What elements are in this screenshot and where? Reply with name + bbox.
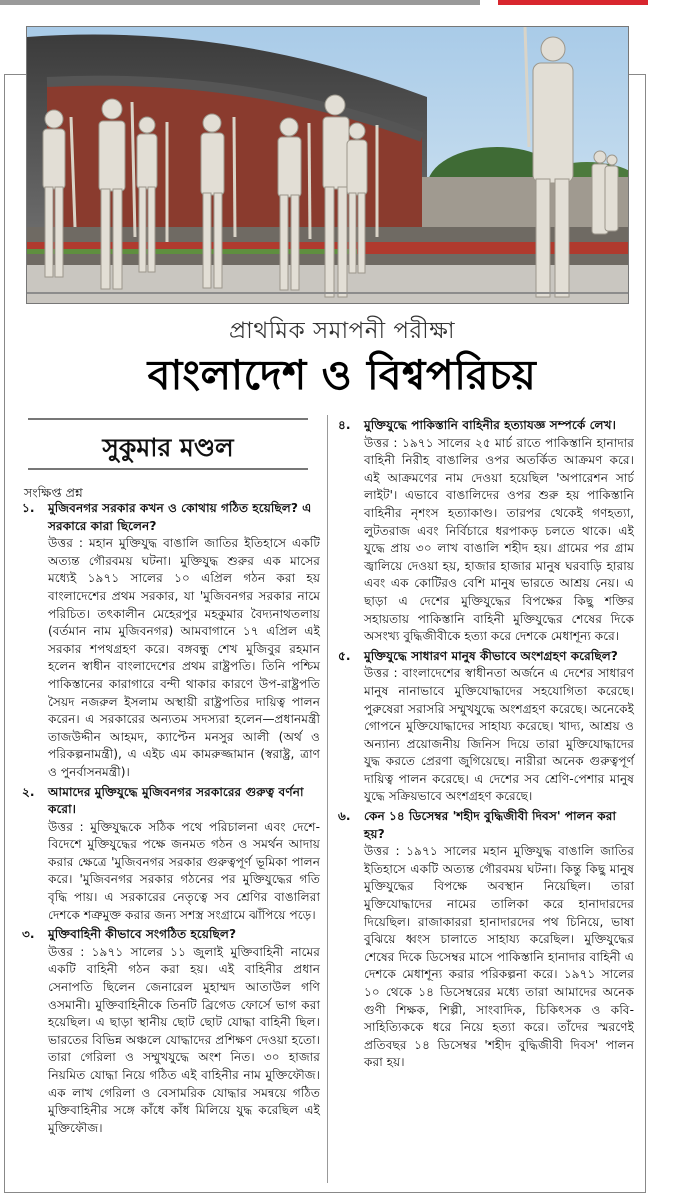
section-label: সংক্ষিপ্ত প্রশ্ন (24, 485, 83, 500)
question-text: মুক্তিযুদ্ধে সাধারণ মানুষ কীভাবে অংশগ্রহণ করেছিল? (364, 648, 618, 663)
answer-text: উত্তর : ১৯৭১ সালের ২৫ মার্চ রাতে পাকিস্তানি হানাদার বাহিনী নিরীহ বাঙালির ওপর অতর্কিত আক্রমণ করে। এই আক্রমণের নাম দেওয়া হয়েছিল 'অপারেশন সার্চ লাইট'। এভাবে বাঙালিদের ওপর শুরু হয় পাকিস্তানি বাহিনীর নৃশংস হত্যাকাণ্ড। তারপর থেকেই গণহত্যা, লুটতরাজ এবং নির্বিচারে ধরপাকড় চলতে থাকে। এই যুদ্ধে প্রায় ৩০ লাখ বাঙালি শহীদ হয়। গ্রামের পর গ্রাম জ্বালিয়ে দেওয়া হয়, হাজার হাজার মানুষ ঘরবাড়ি হারায় এবং এক কোটিরও বেশি মানুষ ভারতে আশ্রয় নেয়। এ ছাড়া এ দেশের মুক্তিযুদ্ধের বিপক্ষের কিছু শক্তির সহায়তায় পাকিস্তানি বাহিনী মুক্তিযুদ্ধের শেষের দিকে অসংখ্য বুদ্ধিজীবীকে হত্যা করে দেশকে মেধাশূন্য করে। (364, 435, 634, 644)
answer-text: উত্তর : ১৯৭১ সালের মহান মুক্তিযুদ্ধ বাঙালি জাতির ইতিহাসে একটি অত্যন্ত গৌরবময় ঘটনা। কিন্তু কিছু মানুষ মুক্তিযুদ্ধের বিপক্ষে অবস্থান নিয়েছিল। তারা মুক্তিযোদ্ধাদের নামের তালিকা করে হানাদারদের দিয়েছিল। রাজাকাররা হানাদারদের পথ চিনিয়ে, ভাষা বুঝিয়ে ধ্বংস চালাতে সাহায্য করেছিল। মুক্তিযুদ্ধের শেষের দিকে ডিসেম্বর মাসে পাকিস্তানি হানাদার বাহিনী এ দেশকে মেধাশূন্য করার পরিকল্পনা করে। ১৯৭১ সালের ১০ থেকে ১৪ ডিসেম্বরের মধ্যে তারা আমাদের অনেক গুণী শিক্ষক, শিল্পী, সাংবাদিক, চিকিৎসক ও কবি-সাহিত্যিককে ধরে নিয়ে হত্যা করে। তাঁদের স্মরণেই প্রতিবছর ১৪ ডিসেম্বর 'শহীদ বুদ্ধিজীবী দিবস' পালন করা হয়। (364, 844, 634, 1070)
subject-title: বাংলাদেশ ও বিশ্বপরিচয় (147, 351, 537, 399)
qa-item (22, 500, 320, 782)
question-number: ৬. (338, 809, 351, 824)
left-column (22, 500, 320, 1139)
question (22, 784, 320, 819)
author-rule-bottom (28, 468, 308, 470)
question-number: ৩. (22, 927, 35, 942)
question (22, 926, 320, 944)
author-name: সুকুমার মণ্ডল (102, 433, 234, 462)
qa-item (338, 417, 634, 646)
qa-item (338, 808, 634, 1072)
author-rule-top (28, 418, 308, 420)
answer-text: উত্তর : মহান মুক্তিযুদ্ধ বাঙালি জাতির ইতিহাসে একটি অত্যন্ত গৌরবময় ঘটনা। মুক্তিযুদ্ধ শুরুর এক মাসের মধ্যেই ১৯৭১ সালের ১০ এপ্রিল গঠন করা হয় বাংলাদেশের প্রথম সরকার, যা 'মুজিবনগর সরকার নামে পরিচিত। তৎকালীন মেহেরপুর মহকুমার বৈদ্যনাথতলায় (বর্তমান নাম মুজিবনগর) আমবাগানে ১৭ এপ্রিল এই সরকার শপথগ্রহণ করে। বঙ্গবন্ধু শেখ মুজিবুর রহমান হলেন স্বাধীন বাংলাদেশের প্রথম রাষ্ট্রপতি। তিনি পশ্চিম পাকিস্তানের কারাগারে বন্দী থাকার কারণে উপ-রাষ্ট্রপতি সৈয়দ নজরুল ইসলাম অস্থায়ী রাষ্ট্রপতির দায়িত্ব পালন করেন। এ সরকারের অন্যতম সদস্যরা হলেন—প্রধানমন্ত্রী তাজউদ্দীন আহমদ, ক্যাপ্টেন মনসুর আলী (অর্থ ও পরিকল্পনামন্ত্রী), এ এইচ এম কামরুজ্জামান (স্বরাষ্ট্র, ত্রাণ ও পুনর্বাসনমন্ত্রী)। (48, 536, 320, 779)
question (22, 500, 320, 535)
question-number: ৫. (338, 648, 351, 663)
question-text: আমাদের মুক্তিযুদ্ধে মুজিবনগর সরকারের গুরুত্ব বর্ণনা করো। (48, 784, 304, 817)
header-rule-grey (0, 0, 480, 5)
question-text: কেন ১৪ ডিসেম্বর 'শহীদ বুদ্ধিজীবী দিবস' পালন করা হয়? (364, 809, 617, 841)
question-number: ৪. (338, 418, 351, 432)
header-rule-red (498, 0, 648, 5)
memorial-photo (26, 26, 629, 304)
exam-subtitle: প্রাথমিক সমাপনী পরীক্ষা (229, 318, 455, 344)
answer-text: উত্তর : ১৯৭১ সালের ১১ জুলাই মুক্তিবাহিনী নামের একটি বাহিনী গঠন করা হয়। এই বাহিনীর প্রধান সেনাপতি ছিলেন জেনারেল মুহাম্মদ আতাউল গণি ওসমানী। মুক্তিবাহিনীকে তিনটি ব্রিগেড ফোর্সে ভাগ করা হয়েছিল। এ ছাড়া স্থানীয় ছোট ছোট যোদ্ধা বাহিনী ছিল। ভারতের বিভিন্ন অঞ্চলে যোদ্ধাদের প্রশিক্ষণ দেওয়া হতো। তারা গেরিলা ও সম্মুখযুদ্ধে অংশ নিত। ৩০ হাজার নিয়মিত যোদ্ধা নিয়ে গঠিত এই বাহিনীর নাম মুক্তিফৌজ। এক লাখ গেরিলা ও বেসামরিক যোদ্ধার সমন্বয়ে গঠিত মুক্তিবাহিনীর সঙ্গে কাঁধে কাঁধ মিলিয়ে যুদ্ধ করেছিল এই মুক্তিফৌজ। (48, 944, 320, 1135)
question-number: ২. (22, 784, 35, 799)
right-column (338, 417, 634, 1074)
question (338, 808, 634, 843)
answer-text: উত্তর : মুক্তিযুদ্ধকে সঠিক পথে পরিচালনা এবং দেশে-বিদেশে মুক্তিযুদ্ধের পক্ষে জনমত গঠন ও সমর্থন আদায় করার ক্ষেত্রে 'মুজিবনগর সরকার গুরুত্বপূর্ণ ভূমিকা পালন করে। 'মুজিবনগর সরকার গঠনের পর মুক্তিযুদ্ধের গতি বৃদ্ধি পায়। এ সরকারের নেতৃত্বে সব শ্রেণির বাঙালিরা দেশকে শত্রুমুক্ত করার জন্য সশস্ত্র সংগ্রামে ঝাঁপিয়ে পড়ে। (48, 819, 320, 922)
qa-item (22, 926, 320, 1137)
question-text: মুক্তিযুদ্ধে পাকিস্তানি বাহিনীর হত্যাযজ্ঞ সম্পর্কে লেখ। (364, 418, 616, 432)
column-divider (327, 415, 328, 1183)
question-number: ১. (22, 501, 35, 515)
answer-text: উত্তর : বাংলাদেশের স্বাধীনতা অর্জনে এ দেশের সাধারণ মানুষ নানাভাবে মুক্তিযোদ্ধাদের সহযোগিতা করেছে। পুরুষেরা সরাসরি সম্মুখযুদ্ধে অংশগ্রহণ করেছে। অনেকেই গোপনে মুক্তিযোদ্ধাদের সাহায্য করেছে। খাদ্য, আশ্রয় ও অন্যান্য প্রয়োজনীয় জিনিস দিয়ে তারা মুক্তিযোদ্ধাদের যুদ্ধ করতে প্রেরণা জুগিয়েছে। নারীরা অনেক গুরুত্বপূর্ণ দায়িত্ব পালন করেছে। এ দেশের সব শ্রেণি-পেশার মানুষ যুদ্ধে সক্রিয়ভাবে অংশগ্রহণ করেছে। (364, 666, 634, 804)
qa-item (338, 648, 634, 806)
question (338, 417, 634, 435)
question (338, 648, 634, 666)
qa-item (22, 784, 320, 925)
question-text: মুক্তিবাহিনী কীভাবে সংগঠিত হয়েছিল? (48, 927, 237, 942)
question-text: মুজিবনগর সরকার কখন ও কোথায় গঠিত হয়েছিল? এ সরকারে কারা ছিলেন? (48, 501, 312, 533)
